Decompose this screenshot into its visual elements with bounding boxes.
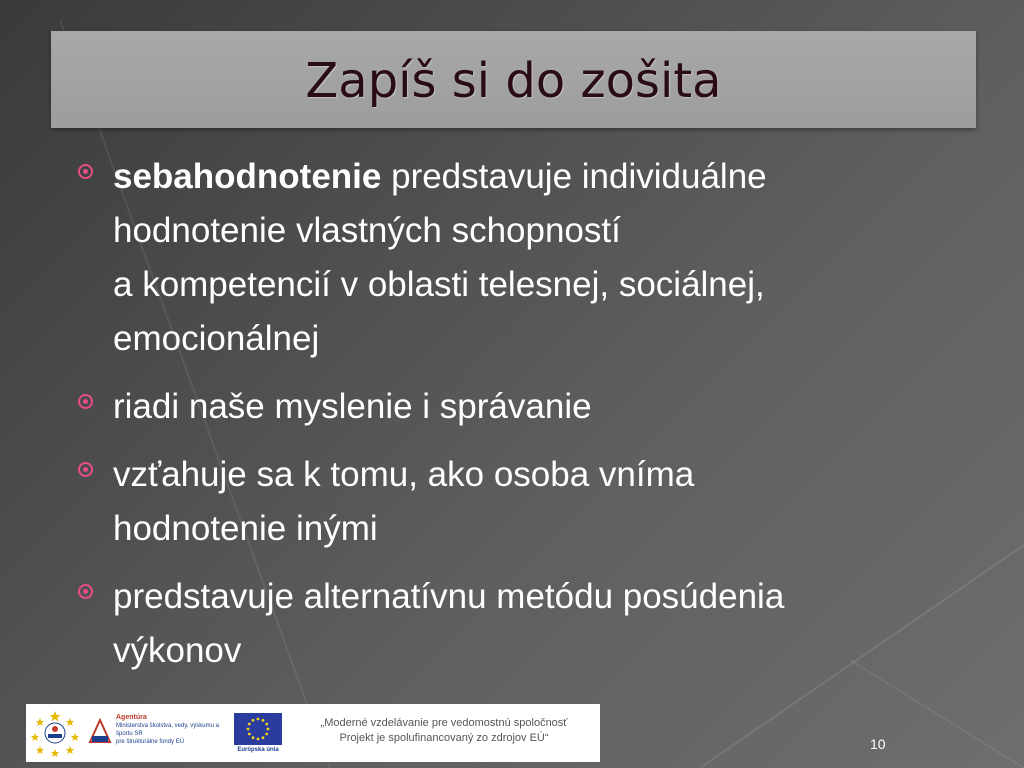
bullet-item [0,150,933,366]
bullet-item [0,570,933,678]
bullet-line: emocionálnej [113,319,320,358]
project-motto [294,716,594,746]
circle-dot-icon [78,164,93,179]
motto-line: Projekt je spolufinancovaný zo zdrojov EÚ“ [339,732,549,744]
eu-flag-icon [234,713,282,745]
bullet-list [0,150,1024,692]
bullet-item [0,380,933,434]
eu-label: Európska únia [237,747,279,753]
agency-logo [88,712,228,754]
bullet-text [113,448,933,556]
agency-line: pre štrukturálne fondy EÚ [116,739,185,745]
bullet-line: hodnotenie vlastných schopností [113,211,621,250]
footer-logo-strip [26,704,600,762]
bullet-line: výkonov [113,631,242,670]
circle-dot-icon [78,584,93,599]
agency-text [116,714,228,746]
bullet-bold-term: sebahodnotenie [113,157,382,196]
bullet-text [113,380,933,434]
book-icon [88,716,112,746]
bullet-text [113,150,933,366]
bullet-line: predstavuje alternatívnu metódu posúdenia [113,577,785,616]
page-number: 10 [870,736,886,752]
circle-dot-icon [78,462,93,477]
circle-dot-icon [78,394,93,409]
program-star-logo [30,708,80,758]
motto-line: „Moderné vzdelávanie pre vedomostnú spoločnosť [320,717,568,729]
bullet-line: riadi naše myslenie i správanie [113,387,592,426]
title-bar [51,31,976,128]
agency-line: Ministerstva školstva, vedy, výskumu a športu SR [116,723,219,737]
bullet-line: a kompetencií v oblasti telesnej, sociálnej, [113,265,765,304]
agency-title: Agentúra [116,714,147,721]
bullet-text [113,570,933,678]
bullet-line: hodnotenie inými [113,509,378,548]
slide-title: Zapíš si do zošita [305,53,722,109]
bullet-line: vzťahuje sa k tomu, ako osoba vníma [113,455,695,494]
bullet-item [0,448,933,556]
bullet-line: predstavuje individuálne [381,157,767,196]
